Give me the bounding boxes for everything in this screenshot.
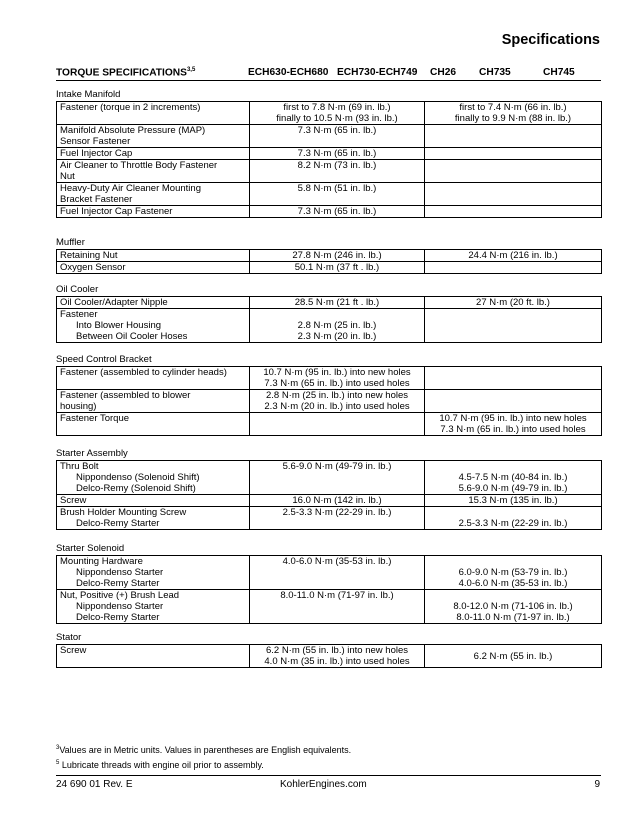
table-row <box>57 390 602 413</box>
value-cell: 4.0-6.0 N·m (35-53 in. lb.) <box>250 556 425 590</box>
row-label: Fuel Injector Cap Fastener <box>57 206 250 218</box>
value-cell: 15.3 N·m (135 in. lb.) <box>425 495 602 507</box>
torque-spec-header <box>56 67 195 78</box>
header-col-ch745: CH745 <box>543 67 575 78</box>
row-label: Screw <box>57 645 250 668</box>
value-cell: 5.8 N·m (51 in. lb.) <box>250 183 425 206</box>
empty-cell <box>425 160 602 183</box>
value-cell: 8.0-11.0 N·m (71-97 in. lb.) <box>250 590 425 624</box>
value-cell: 5.6-9.0 N·m (49-79 in. lb.) <box>250 461 425 495</box>
table-row <box>57 262 602 274</box>
table-row <box>57 160 602 183</box>
empty-cell <box>425 367 602 390</box>
stator-table <box>56 644 602 668</box>
table-row <box>57 590 602 624</box>
footnote-3: $^3$Values are in Metric units. Values in parentheses are English equivalents. <box>56 745 352 755</box>
header-col-ch735: CH735 <box>479 67 511 78</box>
header-col-ech730: ECH730-ECH749 <box>337 67 418 78</box>
value-cell: 27.8 N·m (246 in. lb.) <box>250 250 425 262</box>
row-label: Thru Bolt Nippondenso (Solenoid Shift) Delco-Remy (Solenoid Shift) <box>57 461 250 495</box>
value-cell: 6.0-9.0 N·m (53-79 in. lb.) 4.0-6.0 N·m (35-53 in. lb.) <box>425 556 602 590</box>
row-label: Fastener (assembled to blower housing) <box>57 390 250 413</box>
section-title-starter: Starter Assembly <box>56 448 128 459</box>
empty-cell <box>425 125 602 148</box>
intake-table <box>56 101 602 218</box>
value-cell: first to 7.8 N·m (69 in. lb.) finally to 10.5 N·m (93 in. lb.) <box>250 102 425 125</box>
table-row <box>57 461 602 495</box>
table-row <box>57 183 602 206</box>
table-row <box>57 297 602 309</box>
empty-cell <box>425 148 602 160</box>
starter-table <box>56 460 602 530</box>
section-title-muffler: Muffler <box>56 237 85 248</box>
page-number: 9 <box>594 779 600 790</box>
value-cell: 2.5-3.3 N·m (22-29 in. lb.) <box>425 507 602 530</box>
value-cell: 16.0 N·m (142 in. lb.) <box>250 495 425 507</box>
value-cell: 6.2 N·m (55 in. lb.) <box>425 645 602 668</box>
row-label: Manifold Absolute Pressure (MAP) Sensor Fastener <box>57 125 250 148</box>
section-title-speed-control: Speed Control Bracket <box>56 354 152 365</box>
table-row <box>57 250 602 262</box>
solenoid-table <box>56 555 602 624</box>
value-cell: 10.7 N·m (95 in. lb.) into new holes 7.3 N·m (65 in. lb.) into used holes <box>250 367 425 390</box>
empty-cell <box>425 206 602 218</box>
table-row <box>57 495 602 507</box>
value-cell: 8.2 N·m (73 in. lb.) <box>250 160 425 183</box>
table-row <box>57 413 602 436</box>
value-cell: 50.1 N·m (37 ft . lb.) <box>250 262 425 274</box>
value-cell: 27 N·m (20 ft. lb.) <box>425 297 602 309</box>
row-label: Fastener (assembled to cylinder heads) <box>57 367 250 390</box>
table-row <box>57 125 602 148</box>
row-label: Retaining Nut <box>57 250 250 262</box>
value-cell: 10.7 N·m (95 in. lb.) into new holes 7.3 N·m (65 in. lb.) into used holes <box>425 413 602 436</box>
table-row <box>57 367 602 390</box>
header-col-ch26: CH26 <box>430 67 457 78</box>
header-footnote-marks: 3,5 <box>186 67 196 73</box>
footnote-5: $^5$ Lubricate threads with engine oil prior to assembly. <box>56 760 264 770</box>
value-cell: 8.0-12.0 N·m (71-106 in. lb.) 8.0-11.0 N·m (71-97 in. lb.) <box>425 590 602 624</box>
section-title-oil-cooler: Oil Cooler <box>56 284 99 295</box>
row-label: Screw <box>57 495 250 507</box>
empty-cell <box>425 309 602 343</box>
value-cell: 7.3 N·m (65 in. lb.) <box>250 125 425 148</box>
header-label: TORQUE SPECIFICATIONS <box>56 67 187 79</box>
value-cell: 2.8 N·m (25 in. lb.) into new holes 2.3 N·m (20 in. lb.) into used holes <box>250 390 425 413</box>
row-label: Brush Holder Mounting Screw Delco-Remy Starter <box>57 507 250 530</box>
section-title-stator: Stator <box>56 632 82 643</box>
section-title-intake: Intake Manifold <box>56 89 121 100</box>
page-title: Specifications <box>501 32 600 48</box>
empty-cell <box>250 413 425 436</box>
table-row <box>57 102 602 125</box>
website-link[interactable]: KohlerEngines.com <box>280 779 367 790</box>
row-label: Heavy-Duty Air Cleaner Mounting Bracket Fastener <box>57 183 250 206</box>
table-row <box>57 309 602 343</box>
value-cell: first to 7.4 N·m (66 in. lb.) finally to 9.9 N·m (88 in. lb.) <box>425 102 602 125</box>
table-row <box>57 206 602 218</box>
section-title-solenoid: Starter Solenoid <box>56 543 125 554</box>
row-label: Oil Cooler/Adapter Nipple <box>57 297 250 309</box>
table-row <box>57 507 602 530</box>
doc-number: 24 690 01 Rev. E <box>56 779 133 790</box>
row-label: Air Cleaner to Throttle Body Fastener Nut <box>57 160 250 183</box>
empty-cell <box>425 390 602 413</box>
row-label: Oxygen Sensor <box>57 262 250 274</box>
table-row <box>57 148 602 160</box>
row-label: Fastener (torque in 2 increments) <box>57 102 250 125</box>
row-label: Nut, Positive (+) Brush Lead Nippondenso Starter Delco-Remy Starter <box>57 590 250 624</box>
value-cell: 7.3 N·m (65 in. lb.) <box>250 206 425 218</box>
header-col-ech630: ECH630-ECH680 <box>248 67 329 78</box>
table-row <box>57 645 602 668</box>
value-cell: 6.2 N·m (55 in. lb.) into new holes 4.0 N·m (35 in. lb.) into used holes <box>250 645 425 668</box>
muffler-table <box>56 249 602 274</box>
empty-cell <box>425 262 602 274</box>
header-rule <box>56 80 601 81</box>
value-cell: 28.5 N·m (21 ft . lb.) <box>250 297 425 309</box>
row-label: Mounting Hardware Nippondenso Starter Delco-Remy Starter <box>57 556 250 590</box>
row-label: Fastener Torque <box>57 413 250 436</box>
oil-cooler-table <box>56 296 602 343</box>
value-cell: 4.5-7.5 N·m (40-84 in. lb.) 5.6-9.0 N·m (49-79 in. lb.) <box>425 461 602 495</box>
row-label: Fuel Injector Cap <box>57 148 250 160</box>
table-row <box>57 556 602 590</box>
row-label: Fastener Into Blower Housing Between Oil Cooler Hoses <box>57 309 250 343</box>
empty-cell <box>425 183 602 206</box>
speed-control-table <box>56 366 602 436</box>
value-cell: 24.4 N·m (216 in. lb.) <box>425 250 602 262</box>
value-cell: 7.3 N·m (65 in. lb.) <box>250 148 425 160</box>
footer-rule <box>56 775 601 776</box>
value-cell: 2.8 N·m (25 in. lb.) 2.3 N·m (20 in. lb.) <box>250 309 425 343</box>
value-cell: 2.5-3.3 N·m (22-29 in. lb.) <box>250 507 425 530</box>
